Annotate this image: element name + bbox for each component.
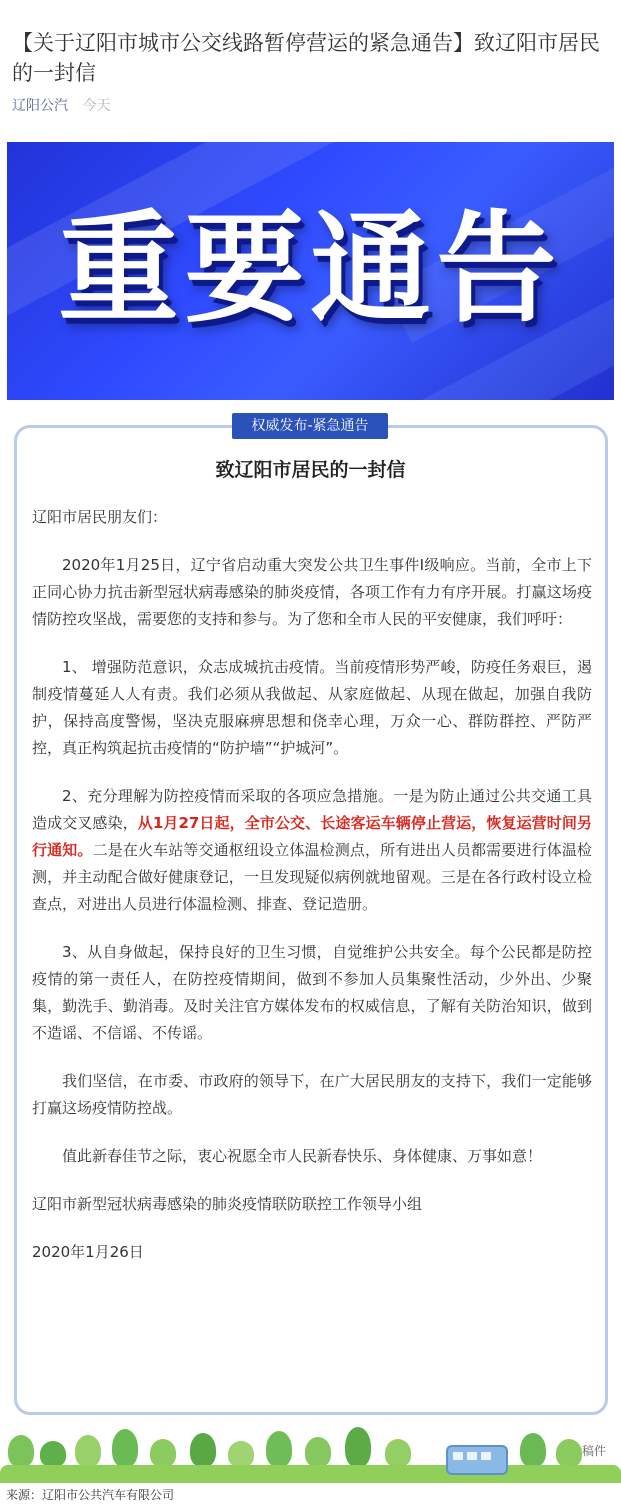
- letter-paragraph: 我们坚信，在市委、市政府的领导下，在广大居民朋友的支持下，我们一定能够打赢这场疫情防控战。: [32, 1072, 592, 1117]
- tree-icon: [112, 1429, 138, 1467]
- tree-icon: [8, 1435, 34, 1467]
- banner-headline: 重要通告: [58, 200, 563, 339]
- bus-window: [467, 1452, 477, 1460]
- tree-icon: [228, 1441, 254, 1467]
- bus-icon: [446, 1445, 508, 1475]
- footer-note: 稿件: [582, 1444, 607, 1458]
- letter-signature: 辽阳市新型冠状病毒感染的肺炎疫情联防联控工作领导小组: [32, 1195, 423, 1213]
- letter-date: 2020年1月26日: [32, 1243, 144, 1261]
- tree-icon: [385, 1439, 411, 1467]
- letter-title: 致辽阳市居民的一封信: [215, 459, 406, 481]
- highlight-text: 从1月27日起，全市公交、长途客运车辆停止营运，恢复运营时间另行通知。: [32, 814, 592, 859]
- bus-window: [453, 1452, 463, 1460]
- account-name-link[interactable]: 辽阳公汽: [12, 98, 68, 114]
- tree-icon: [190, 1433, 216, 1467]
- tree-icon: [150, 1439, 176, 1467]
- article-meta: [12, 95, 110, 115]
- letter-body: [32, 504, 592, 1287]
- publish-time: 今天: [82, 98, 111, 114]
- bus-window: [481, 1452, 491, 1460]
- article-title: 【关于辽阳市城市公交线路暂停营运的紧急通告】致辽阳市居民的一封信: [12, 31, 600, 85]
- letter-paragraph: 值此新春佳节之际，衷心祝愿全市人民新春快乐、身体健康、万事如意！: [62, 1147, 543, 1165]
- paragraph-text: 二是在火车站等交通枢纽设立体温检测点，所有进出人员都需要进行体温检测，并主动配合做好健康登记，一旦发现疑似病例就地留观。三是在各行政村设立检查点，对进出人员进行体温检测、排查、登记造册。: [32, 841, 592, 913]
- notice-tag: 权威发布-紧急通告: [232, 413, 388, 439]
- tree-icon: [520, 1433, 546, 1467]
- tree-icon: [305, 1437, 331, 1467]
- banner-image: [7, 142, 614, 400]
- letter-paragraph: 1、 增强防范意识，众志成城抗击疫情。当前疫情形势严峻，防疫任务艰巨，遏制疫情蔓延人人有责。我们必须从我做起、从家庭做起、从现在做起，加强自我防护，保持高度警惕，坚决克服麻痹思想和侥幸心理，万众一心、群防群控、严防严控，真正构筑起抗击疫情的“防护墙”“护城河”。: [32, 658, 592, 757]
- tree-icon: [266, 1431, 292, 1467]
- tree-icon: [75, 1435, 101, 1467]
- paragraph-text: 2、充分理解为防控疫情而采取的各项应急措施。一是为防止通过公共交通工具造成交叉感染，: [32, 787, 592, 832]
- letter-paragraph: 3、从自身做起，保持良好的卫生习惯，自觉维护公共安全。每个公民都是防控疫情的第一责任人，在防控疫情期间，做到不参加人员集聚性活动，少外出、少聚集，勤洗手、勤消毒。及时关注官方媒体发布的权威信息，了解有关防治知识，做到不造谣、不信谣、不传谣。: [32, 943, 592, 1042]
- tree-icon: [40, 1441, 66, 1467]
- footer-illustration: [0, 1415, 621, 1485]
- letter-paragraph: 2020年1月25日，辽宁省启动重大突发公共卫生事件Ⅰ级响应。当前，全市上下正同心协力抗击新型冠状病毒感染的肺炎疫情，各项工作有力有序开展。打赢这场疫情防控攻坚战，需要您的支持和参与。为了您和全市人民的平安健康，我们呼吁：: [32, 556, 592, 628]
- letter-greeting: 辽阳市居民朋友们：: [32, 508, 168, 526]
- letter-paragraph: [32, 783, 592, 918]
- tree-icon: [556, 1439, 582, 1467]
- tree-icon: [345, 1427, 371, 1467]
- source-credit: 来源：辽阳市公共汽车有限公司: [6, 1488, 175, 1502]
- ground-strip: [0, 1465, 621, 1483]
